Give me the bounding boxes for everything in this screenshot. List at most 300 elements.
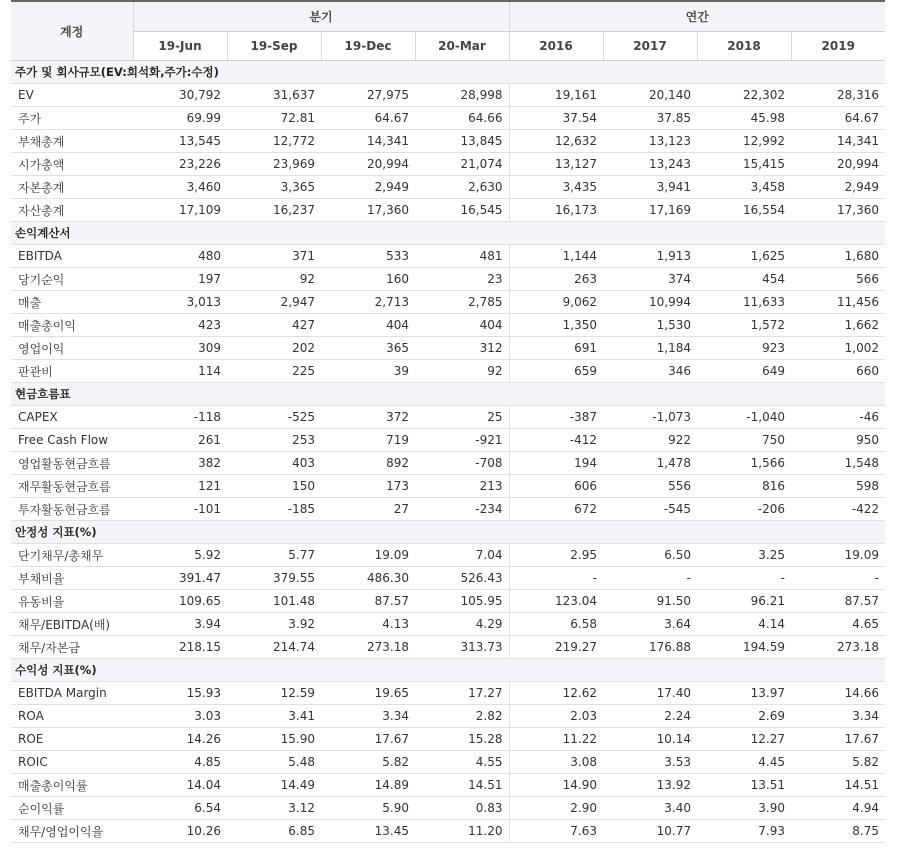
row-label: 영업이익 — [11, 337, 133, 360]
table-row — [11, 682, 885, 705]
table-cell: 14.66 — [791, 682, 885, 705]
table-row — [11, 84, 885, 107]
table-cell: 892 — [321, 452, 415, 475]
table-cell: 10,994 — [603, 291, 697, 314]
row-label: ROIC — [11, 751, 133, 774]
table-cell: 21,074 — [415, 153, 509, 176]
table-cell: 16,554 — [697, 199, 791, 222]
table-cell: 219.27 — [509, 636, 603, 659]
table-cell: -525 — [227, 406, 321, 429]
table-row — [11, 590, 885, 613]
table-cell: 3.12 — [227, 797, 321, 820]
table-row — [11, 751, 885, 774]
table-cell: 123.04 — [509, 590, 603, 613]
table-cell: 4.45 — [697, 751, 791, 774]
table-cell: 64.67 — [791, 107, 885, 130]
table-cell: 91.50 — [603, 590, 697, 613]
row-label: 매출총이익 — [11, 314, 133, 337]
table-cell: 16,237 — [227, 199, 321, 222]
table-cell: 9,062 — [509, 291, 603, 314]
table-cell: 14.51 — [415, 774, 509, 797]
table-row — [11, 360, 885, 383]
column-header: 2016 — [509, 32, 603, 61]
table-cell: 225 — [227, 360, 321, 383]
table-cell: -387 — [509, 406, 603, 429]
table-row — [11, 613, 885, 636]
table-cell: 3.34 — [321, 705, 415, 728]
table-cell: 69.99 — [133, 107, 227, 130]
table-cell: 14.51 — [791, 774, 885, 797]
table-cell: 4.13 — [321, 613, 415, 636]
account-header: 계정 — [11, 1, 133, 61]
section-title: 주가 및 회사규모(EV:희석화,주가:수정) — [11, 61, 885, 84]
table-row — [11, 544, 885, 567]
table-cell: 23 — [415, 268, 509, 291]
table-cell: 309 — [133, 337, 227, 360]
table-cell: 922 — [603, 429, 697, 452]
table-cell: 7.63 — [509, 820, 603, 843]
table-cell: 2.90 — [509, 797, 603, 820]
table-cell: 17,109 — [133, 199, 227, 222]
table-cell: 533 — [321, 245, 415, 268]
table-cell: - — [603, 567, 697, 590]
table-cell: 39 — [321, 360, 415, 383]
table-cell: 87.57 — [321, 590, 415, 613]
table-cell: 923 — [697, 337, 791, 360]
table-cell: 3.25 — [697, 544, 791, 567]
table-cell: 37.85 — [603, 107, 697, 130]
table-cell: 2.82 — [415, 705, 509, 728]
table-cell: 427 — [227, 314, 321, 337]
table-cell: 1,350 — [509, 314, 603, 337]
table-cell: 3,458 — [697, 176, 791, 199]
column-header: 2017 — [603, 32, 697, 61]
table-cell: 8.75 — [791, 820, 885, 843]
row-label: 순이익률 — [11, 797, 133, 820]
row-label: ROA — [11, 705, 133, 728]
table-cell: 3.92 — [227, 613, 321, 636]
financial-table — [11, 0, 885, 843]
table-cell: 13,127 — [509, 153, 603, 176]
table-cell: 454 — [697, 268, 791, 291]
section-title: 수익성 지표(%) — [11, 659, 885, 682]
table-cell: 11,633 — [697, 291, 791, 314]
table-row — [11, 429, 885, 452]
table-cell: 4.14 — [697, 613, 791, 636]
table-cell: 14.26 — [133, 728, 227, 751]
table-cell: 526.43 — [415, 567, 509, 590]
table-cell: 404 — [321, 314, 415, 337]
table-cell: 27,975 — [321, 84, 415, 107]
table-cell: 2,949 — [321, 176, 415, 199]
table-cell: 92 — [227, 268, 321, 291]
row-label: 영업활동현금흐름 — [11, 452, 133, 475]
table-row — [11, 475, 885, 498]
table-cell: 16,545 — [415, 199, 509, 222]
row-label: Free Cash Flow — [11, 429, 133, 452]
table-row — [11, 130, 885, 153]
table-cell: 659 — [509, 360, 603, 383]
table-cell: 2.69 — [697, 705, 791, 728]
table-cell: 1,478 — [603, 452, 697, 475]
table-cell: 11.20 — [415, 820, 509, 843]
table-cell: 1,002 — [791, 337, 885, 360]
column-header: 20-Mar — [415, 32, 509, 61]
table-cell: 374 — [603, 268, 697, 291]
table-row — [11, 199, 885, 222]
row-label: 당기순익 — [11, 268, 133, 291]
table-cell: 3.41 — [227, 705, 321, 728]
row-label: 자본총계 — [11, 176, 133, 199]
row-label: 판관비 — [11, 360, 133, 383]
table-cell: 6.85 — [227, 820, 321, 843]
table-cell: 7.04 — [415, 544, 509, 567]
table-cell: -412 — [509, 429, 603, 452]
table-cell: 214.74 — [227, 636, 321, 659]
table-cell: 566 — [791, 268, 885, 291]
table-cell: 404 — [415, 314, 509, 337]
table-row — [11, 636, 885, 659]
quarterly-header: 분기 — [133, 1, 509, 32]
table-cell: 150 — [227, 475, 321, 498]
table-cell: 1,572 — [697, 314, 791, 337]
table-cell: 3,460 — [133, 176, 227, 199]
table-cell: 12,992 — [697, 130, 791, 153]
table-cell: 13.97 — [697, 682, 791, 705]
table-cell: 72.81 — [227, 107, 321, 130]
table-cell: -1,073 — [603, 406, 697, 429]
table-cell: 1,530 — [603, 314, 697, 337]
table-cell: 19.09 — [791, 544, 885, 567]
table-cell: 391.47 — [133, 567, 227, 590]
table-cell: 5.82 — [321, 751, 415, 774]
table-cell: 23,969 — [227, 153, 321, 176]
table-cell: 13,123 — [603, 130, 697, 153]
table-cell: -921 — [415, 429, 509, 452]
table-cell: 14.49 — [227, 774, 321, 797]
table-cell: -545 — [603, 498, 697, 521]
row-label: 채무/자본금 — [11, 636, 133, 659]
table-cell: 105.95 — [415, 590, 509, 613]
table-cell: 2.95 — [509, 544, 603, 567]
table-cell: 12.62 — [509, 682, 603, 705]
table-cell: 719 — [321, 429, 415, 452]
table-cell: 382 — [133, 452, 227, 475]
table-cell: 17.27 — [415, 682, 509, 705]
table-cell: 11,456 — [791, 291, 885, 314]
table-cell: 28,998 — [415, 84, 509, 107]
table-cell: 22,302 — [697, 84, 791, 107]
table-cell: 480 — [133, 245, 227, 268]
column-header: 2019 — [791, 32, 885, 61]
table-cell: 816 — [697, 475, 791, 498]
table-cell: 12.27 — [697, 728, 791, 751]
table-cell: 14.90 — [509, 774, 603, 797]
table-cell: 20,994 — [791, 153, 885, 176]
table-row — [11, 107, 885, 130]
section-header-row — [11, 659, 885, 682]
table-cell: 372 — [321, 406, 415, 429]
table-cell: 173 — [321, 475, 415, 498]
table-cell: 45.98 — [697, 107, 791, 130]
table-cell: 28,316 — [791, 84, 885, 107]
table-cell: 365 — [321, 337, 415, 360]
table-cell: 6.54 — [133, 797, 227, 820]
table-cell: 1,913 — [603, 245, 697, 268]
table-cell: 2,949 — [791, 176, 885, 199]
table-cell: 101.48 — [227, 590, 321, 613]
table-cell: 197 — [133, 268, 227, 291]
table-cell: 20,994 — [321, 153, 415, 176]
table-cell: 5.77 — [227, 544, 321, 567]
row-label: 단기채무/총채무 — [11, 544, 133, 567]
table-cell: -206 — [697, 498, 791, 521]
table-cell: 2.03 — [509, 705, 603, 728]
table-cell: -234 — [415, 498, 509, 521]
table-cell: 64.66 — [415, 107, 509, 130]
table-cell: 261 — [133, 429, 227, 452]
table-cell: 556 — [603, 475, 697, 498]
table-cell: 12,772 — [227, 130, 321, 153]
section-header-row — [11, 222, 885, 245]
row-label: EBITDA — [11, 245, 133, 268]
table-cell: 3.34 — [791, 705, 885, 728]
table-cell: 403 — [227, 452, 321, 475]
row-label: 채무/영업이익율 — [11, 820, 133, 843]
table-cell: 4.55 — [415, 751, 509, 774]
table-cell: 3.08 — [509, 751, 603, 774]
table-cell: 0.83 — [415, 797, 509, 820]
table-cell: 1,680 — [791, 245, 885, 268]
table-cell: 160 — [321, 268, 415, 291]
table-cell: 12.59 — [227, 682, 321, 705]
table-cell: 2,785 — [415, 291, 509, 314]
table-cell: 30,792 — [133, 84, 227, 107]
table-cell: -46 — [791, 406, 885, 429]
table-cell: 13.45 — [321, 820, 415, 843]
section-title: 안정성 지표(%) — [11, 521, 885, 544]
table-cell: 660 — [791, 360, 885, 383]
section-header-row — [11, 61, 885, 84]
table-cell: 3.03 — [133, 705, 227, 728]
table-cell: 13.92 — [603, 774, 697, 797]
table-row — [11, 797, 885, 820]
table-cell: 6.50 — [603, 544, 697, 567]
table-cell: 15,415 — [697, 153, 791, 176]
row-label: 부채총계 — [11, 130, 133, 153]
table-row — [11, 567, 885, 590]
table-cell: 3,365 — [227, 176, 321, 199]
table-cell: 87.57 — [791, 590, 885, 613]
table-body — [11, 61, 885, 843]
table-cell: 346 — [603, 360, 697, 383]
table-cell: 5.48 — [227, 751, 321, 774]
table-cell: 1,184 — [603, 337, 697, 360]
table-cell: 4.65 — [791, 613, 885, 636]
table-cell: -708 — [415, 452, 509, 475]
table-cell: 17,360 — [321, 199, 415, 222]
row-label: 재무활동현금흐름 — [11, 475, 133, 498]
table-cell: 273.18 — [791, 636, 885, 659]
row-label: 부채비율 — [11, 567, 133, 590]
table-cell: 37.54 — [509, 107, 603, 130]
table-cell: 3,013 — [133, 291, 227, 314]
table-cell: 2,947 — [227, 291, 321, 314]
table-row — [11, 314, 885, 337]
table-cell: 1,625 — [697, 245, 791, 268]
row-label: 유동비율 — [11, 590, 133, 613]
table-cell: 15.90 — [227, 728, 321, 751]
row-label: 투자활동현금흐름 — [11, 498, 133, 521]
table-cell: 481 — [415, 245, 509, 268]
table-row — [11, 728, 885, 751]
table-cell: 17.40 — [603, 682, 697, 705]
table-cell: 13.51 — [697, 774, 791, 797]
table-cell: 17,169 — [603, 199, 697, 222]
table-cell: 14.04 — [133, 774, 227, 797]
table-cell: 312 — [415, 337, 509, 360]
column-header: 19-Sep — [227, 32, 321, 61]
table-cell: 64.67 — [321, 107, 415, 130]
table-cell: 4.94 — [791, 797, 885, 820]
table-cell: 92 — [415, 360, 509, 383]
table-cell: 13,243 — [603, 153, 697, 176]
table-cell: 5.92 — [133, 544, 227, 567]
table-cell: 19,161 — [509, 84, 603, 107]
table-cell: 20,140 — [603, 84, 697, 107]
table-cell: 598 — [791, 475, 885, 498]
table-cell: - — [697, 567, 791, 590]
row-label: 매출총이익률 — [11, 774, 133, 797]
row-label: EBITDA Margin — [11, 682, 133, 705]
row-label: ROE — [11, 728, 133, 751]
table-cell: 2,630 — [415, 176, 509, 199]
table-cell: 5.90 — [321, 797, 415, 820]
table-cell: 218.15 — [133, 636, 227, 659]
row-label: 채무/EBITDA(배) — [11, 613, 133, 636]
table-cell: 96.21 — [697, 590, 791, 613]
table-cell: 25 — [415, 406, 509, 429]
table-cell: 486.30 — [321, 567, 415, 590]
section-header-row — [11, 383, 885, 406]
table-cell: -101 — [133, 498, 227, 521]
table-cell: -118 — [133, 406, 227, 429]
table-cell: 7.93 — [697, 820, 791, 843]
table-cell: 19.09 — [321, 544, 415, 567]
column-header: 19-Jun — [133, 32, 227, 61]
table-cell: 14.89 — [321, 774, 415, 797]
annual-header: 연간 — [509, 1, 885, 32]
row-label: 매출 — [11, 291, 133, 314]
table-cell: 17.67 — [321, 728, 415, 751]
table-cell: 672 — [509, 498, 603, 521]
table-cell: 4.85 — [133, 751, 227, 774]
column-header: 2018 — [697, 32, 791, 61]
table-row — [11, 820, 885, 843]
table-cell: 176.88 — [603, 636, 697, 659]
table-cell: 16,173 — [509, 199, 603, 222]
table-cell: 3.90 — [697, 797, 791, 820]
row-label: EV — [11, 84, 133, 107]
table-cell: 13,845 — [415, 130, 509, 153]
table-cell: 14,341 — [321, 130, 415, 153]
table-cell: 379.55 — [227, 567, 321, 590]
table-cell: 3.40 — [603, 797, 697, 820]
table-cell: 263 — [509, 268, 603, 291]
table-cell: 15.93 — [133, 682, 227, 705]
table-cell: 1,144 — [509, 245, 603, 268]
table-cell: 23,226 — [133, 153, 227, 176]
table-row — [11, 452, 885, 475]
table-cell: 1,548 — [791, 452, 885, 475]
table-cell: 109.65 — [133, 590, 227, 613]
table-cell: 31,637 — [227, 84, 321, 107]
table-cell: - — [791, 567, 885, 590]
table-cell: 606 — [509, 475, 603, 498]
table-cell: 10.26 — [133, 820, 227, 843]
table-cell: 194.59 — [697, 636, 791, 659]
table-cell: 3,941 — [603, 176, 697, 199]
table-row — [11, 245, 885, 268]
section-title: 현금흐름표 — [11, 383, 885, 406]
table-cell: 1,566 — [697, 452, 791, 475]
row-label: CAPEX — [11, 406, 133, 429]
table-cell: 15.28 — [415, 728, 509, 751]
table-cell: 273.18 — [321, 636, 415, 659]
table-cell: 194 — [509, 452, 603, 475]
table-cell: 17.67 — [791, 728, 885, 751]
table-row — [11, 268, 885, 291]
table-cell: 3.53 — [603, 751, 697, 774]
table-cell: 5.82 — [791, 751, 885, 774]
row-label: 시가총액 — [11, 153, 133, 176]
table-cell: 2.24 — [603, 705, 697, 728]
table-cell: 13,545 — [133, 130, 227, 153]
table-cell: 121 — [133, 475, 227, 498]
section-header-row — [11, 521, 885, 544]
table-row — [11, 176, 885, 199]
table-row — [11, 774, 885, 797]
table-cell: 19.65 — [321, 682, 415, 705]
table-cell: 691 — [509, 337, 603, 360]
column-header: 19-Dec — [321, 32, 415, 61]
table-row — [11, 291, 885, 314]
table-cell: 6.58 — [509, 613, 603, 636]
table-cell: 14,341 — [791, 130, 885, 153]
table-row — [11, 498, 885, 521]
table-cell: 10.14 — [603, 728, 697, 751]
table-cell: 17,360 — [791, 199, 885, 222]
table-cell: 202 — [227, 337, 321, 360]
table-row — [11, 153, 885, 176]
table-cell: -422 — [791, 498, 885, 521]
table-cell: 750 — [697, 429, 791, 452]
table-cell: 950 — [791, 429, 885, 452]
table-cell: 3,435 — [509, 176, 603, 199]
table-cell: 313.73 — [415, 636, 509, 659]
table-cell: 1,662 — [791, 314, 885, 337]
table-row — [11, 337, 885, 360]
table-cell: 2,713 — [321, 291, 415, 314]
table-cell: 3.64 — [603, 613, 697, 636]
table-row — [11, 705, 885, 728]
table-cell: 27 — [321, 498, 415, 521]
table-cell: 649 — [697, 360, 791, 383]
table-cell: 10.77 — [603, 820, 697, 843]
section-title: 손익계산서 — [11, 222, 885, 245]
row-label: 주가 — [11, 107, 133, 130]
table-cell: 423 — [133, 314, 227, 337]
